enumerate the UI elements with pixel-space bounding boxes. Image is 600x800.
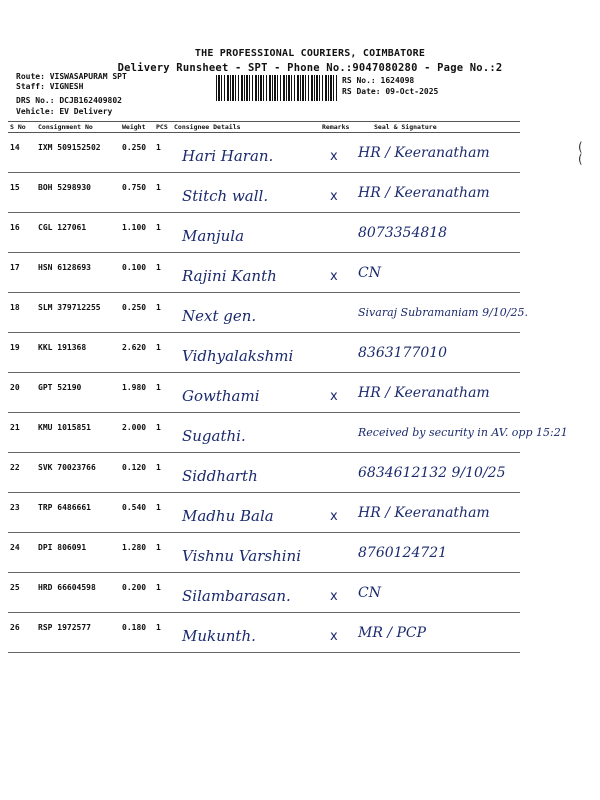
seal-signature: Received by security in AV. opp 15:21	[358, 426, 568, 439]
page-edge-mark: (	[578, 140, 583, 154]
row-consignment: HSN 6128693	[36, 253, 120, 293]
table-header-row	[8, 122, 520, 133]
consignee-handwriting: Vidhyalakshmi	[182, 347, 294, 365]
col-header-pcs: PCS	[154, 122, 172, 133]
col-header-consignment: Consignment No	[36, 122, 120, 133]
row-sno: 18	[8, 293, 36, 333]
row-weight: 0.180	[120, 613, 154, 653]
row-sno: 19	[8, 333, 36, 373]
consignee-handwriting: Sugathi.	[182, 427, 246, 445]
col-header-sno: S No	[8, 122, 36, 133]
seal-signature: 8073354818	[358, 225, 448, 241]
row-pcs: 1	[154, 533, 172, 573]
col-header-seal: Seal & Signature	[372, 122, 520, 133]
consignee-handwriting: Silambarasan.	[182, 587, 291, 605]
remark-mark: x	[330, 269, 338, 284]
row-consignment: GPT 52190	[36, 373, 120, 413]
seal-signature: HR / Keeranatham	[358, 185, 490, 201]
row-consignment: CGL 127061	[36, 213, 120, 253]
remark-mark: x	[330, 189, 338, 204]
row-weight: 0.120	[120, 453, 154, 493]
consignee-handwriting: Mukunth.	[182, 627, 256, 645]
row-sno: 21	[8, 413, 36, 453]
row-pcs: 1	[154, 573, 172, 613]
row-sno: 17	[8, 253, 36, 293]
row-weight: 2.000	[120, 413, 154, 453]
drs-number: DRS No.: DCJB162409802	[16, 96, 122, 105]
row-consignment: HRD 66604598	[36, 573, 120, 613]
consignee-handwriting: Siddharth	[182, 467, 258, 485]
row-pcs: 1	[154, 413, 172, 453]
col-header-consignee: Consignee Details	[172, 122, 320, 133]
row-sno: 15	[8, 173, 36, 213]
route-label: Route: VISWASAPURAM SPT	[16, 72, 127, 81]
table-row	[8, 613, 520, 653]
row-weight: 1.980	[120, 373, 154, 413]
remark-mark: x	[330, 509, 338, 524]
rs-date: RS Date: 09-Oct-2025	[342, 87, 439, 96]
seal-signature: CN	[358, 585, 381, 601]
runsheet-title: THE PROFESSIONAL COURIERS, COIMBATORE	[194, 48, 426, 59]
row-sno: 22	[8, 453, 36, 493]
row-sno: 20	[8, 373, 36, 413]
remark-mark: x	[330, 629, 338, 644]
row-pcs: 1	[154, 293, 172, 333]
consignee-handwriting: Rajini Kanth	[182, 267, 277, 285]
seal-signature: 8760124721	[358, 545, 448, 561]
row-consignment: BOH 5298930	[36, 173, 120, 213]
row-weight: 1.280	[120, 533, 154, 573]
row-pcs: 1	[154, 373, 172, 413]
row-consignment: KMU 1015851	[36, 413, 120, 453]
runsheet-subtitle: Delivery Runsheet - SPT - Phone No.:9047080280 - Page No.:2	[117, 62, 503, 74]
remark-mark: x	[330, 589, 338, 604]
row-pcs: 1	[154, 253, 172, 293]
seal-signature: CN	[358, 265, 381, 281]
barcode-image	[216, 75, 337, 101]
vehicle-label: Vehicle: EV Delivery	[16, 107, 113, 116]
seal-signature: 8363177010	[358, 345, 448, 361]
row-pcs: 1	[154, 333, 172, 373]
seal-signature: 6834612132 9/10/25	[358, 465, 506, 481]
remark-mark: x	[330, 149, 338, 164]
row-pcs: 1	[154, 173, 172, 213]
row-weight: 0.750	[120, 173, 154, 213]
consignee-handwriting: Gowthami	[182, 387, 260, 405]
row-sno: 23	[8, 493, 36, 533]
row-consignment: KKL 191368	[36, 333, 120, 373]
staff-label: Staff: VIGNESH	[16, 82, 84, 91]
row-pcs: 1	[154, 213, 172, 253]
consignee-handwriting: Hari Haran.	[182, 147, 274, 165]
row-pcs: 1	[154, 133, 172, 173]
row-consignment: TRP 6486661	[36, 493, 120, 533]
row-weight: 0.250	[120, 133, 154, 173]
seal-signature: HR / Keeranatham	[358, 505, 490, 521]
rs-number: RS No.: 1624098	[342, 76, 415, 85]
page-edge-mark: (	[578, 152, 583, 166]
seal-signature: MR / PCP	[358, 625, 427, 641]
col-header-remarks: Remarks	[320, 122, 372, 133]
row-pcs: 1	[154, 453, 172, 493]
row-sno: 25	[8, 573, 36, 613]
consignee-handwriting: Next gen.	[182, 307, 257, 325]
seal-signature: HR / Keeranatham	[358, 385, 490, 401]
row-weight: 0.250	[120, 293, 154, 333]
row-seal-cell	[372, 573, 520, 613]
consignee-handwriting: Stitch wall.	[182, 187, 269, 205]
seal-signature: HR / Keeranatham	[358, 145, 490, 161]
seal-signature: Sivaraj Subramaniam 9/10/25.	[358, 306, 529, 319]
row-pcs: 1	[154, 613, 172, 653]
row-consignment: IXM 509152502	[36, 133, 120, 173]
consignee-handwriting: Vishnu Varshini	[182, 547, 301, 565]
consignee-handwriting: Madhu Bala	[182, 507, 274, 525]
consignee-handwriting: Manjula	[182, 227, 245, 245]
row-weight: 0.100	[120, 253, 154, 293]
row-consignment: RSP 1972577	[36, 613, 120, 653]
col-header-weight: Weight	[120, 122, 154, 133]
row-weight: 2.620	[120, 333, 154, 373]
row-weight: 0.540	[120, 493, 154, 533]
row-sno: 14	[8, 133, 36, 173]
row-seal-cell	[372, 253, 520, 293]
row-consignment: SLM 379712255	[36, 293, 120, 333]
row-sno: 24	[8, 533, 36, 573]
row-sno: 16	[8, 213, 36, 253]
row-weight: 0.200	[120, 573, 154, 613]
row-consignment: DPI 806091	[36, 533, 120, 573]
row-pcs: 1	[154, 493, 172, 533]
row-consignment: SVK 70023766	[36, 453, 120, 493]
remark-mark: x	[330, 389, 338, 404]
row-sno: 26	[8, 613, 36, 653]
row-weight: 1.100	[120, 213, 154, 253]
